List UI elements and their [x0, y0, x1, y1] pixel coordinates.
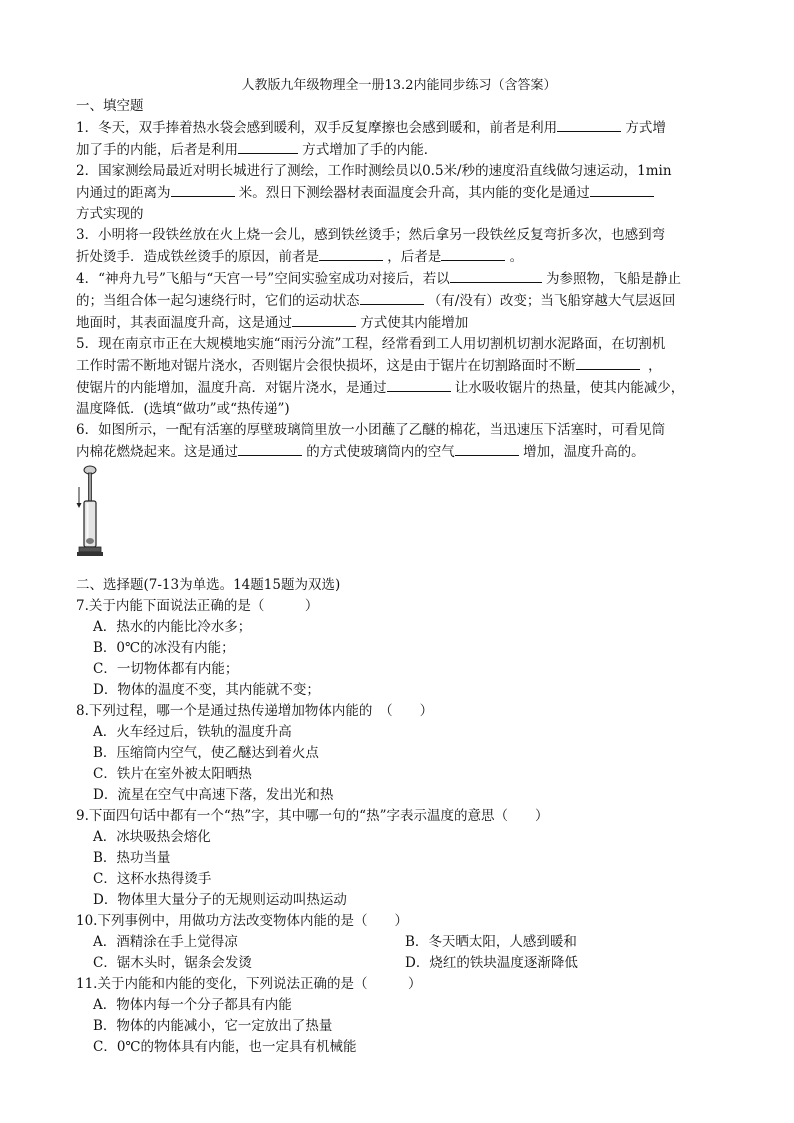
answer-blank[interactable] — [292, 312, 356, 327]
option-b[interactable]: B．冬天晒太阳，人感到暖和 — [405, 934, 577, 950]
question-4: 4．“神舟九号”飞船与“天宫一号”空间实验室成功对接后，若以 为参照物，飞船是静止 的；当组合体一起匀速绕行时，它们的运动状态 （有/没有）改变；当飞船穿越大气层返回 地面时，其表面温度升高，这是通过 方式使其内能增加 — [76, 268, 722, 334]
option-d[interactable]: D．物体的温度不变，其内能就不变； — [93, 682, 320, 698]
option-c[interactable]: C．铁片在室外被太阳晒热 — [93, 766, 252, 782]
figure-glass-tube — [76, 465, 722, 561]
answer-blank[interactable] — [319, 246, 383, 261]
answer-blank[interactable] — [360, 290, 424, 305]
answer-blank[interactable] — [455, 441, 519, 456]
answer-blank[interactable] — [387, 377, 451, 392]
option-d[interactable]: D．烧红的铁块温度逐渐降低 — [405, 955, 578, 971]
question-5: 5．现在南京市正在大规模地实施“雨污分流”工程，经常看到工人用切割机切割水泥路面，在切割机 工作时需不断地对锯片浇水，否则锯片会很快损坏，这是由于锯片在切割路面时不断 ， 使锯片的内能增加，温度升高．对锯片浇水，是通过 让水吸收锯片的热量，使其内能减少， 温度降低．(选填“做功”或“热传递”) — [76, 336, 685, 417]
document-page — [76, 76, 722, 1058]
option-d[interactable]: D．流星在空气中高速下落，发出光和热 — [93, 787, 334, 803]
options-row — [76, 953, 722, 974]
section-choice: 二、选择题(7-13为单选。14题15题为双选) — [76, 577, 341, 593]
question-1: 1．冬天，双手捧着热水袋会感到暖利，双手反复摩擦也会感到暖和，前者是利用 方式增 加了手的内能，后者是利用 方式增加了手的内能． — [76, 117, 722, 161]
answer-blank[interactable] — [171, 182, 235, 197]
question-6: 6．如图所示，一配有活塞的厚壁玻璃筒里放一小团蘸了乙醚的棉花，当迅速压下活塞时，可看见筒 内棉花燃烧起来。这是通过 的方式使玻璃筒内的空气 增加，温度升高的。 — [76, 422, 666, 460]
options-row — [76, 932, 722, 953]
answer-blank[interactable] — [576, 355, 640, 370]
option-c[interactable]: C．锯木头时，锯条会发烫 — [93, 955, 252, 971]
question-9: 9.下面四句话中都有一个“热”字，其中哪一句的“热”字表示温度的意思（ ） — [76, 808, 549, 824]
option-a[interactable]: A．酒精涂在手上觉得凉 — [93, 934, 238, 950]
option-a[interactable]: A．物体内每一个分子都具有内能 — [93, 997, 292, 1013]
answer-blank[interactable] — [238, 139, 298, 154]
option-b[interactable]: B．压缩筒内空气，使乙醚达到着火点 — [93, 745, 319, 761]
option-c[interactable]: C．一切物体都有内能； — [93, 661, 239, 677]
answer-blank[interactable] — [450, 268, 542, 283]
question-8: 8.下列过程，哪一个是通过热传递增加物体内能的 （ ） — [76, 703, 434, 719]
page-title: 人教版九年级物理全一册13.2内能同步练习（含答案） — [241, 78, 557, 93]
answer-blank[interactable] — [557, 117, 621, 132]
question-10: 10.下列事例中，用做功方法改变物体内能的是（ ） — [76, 913, 408, 929]
option-d[interactable]: D．物体里大量分子的无规则运动叫热运动 — [93, 892, 347, 908]
option-b[interactable]: B．0℃的冰没有内能； — [93, 640, 235, 656]
option-a[interactable]: A．火车经过后，铁轨的温度升高 — [93, 724, 292, 740]
question-3: 3．小明将一段铁丝放在火上烧一会儿，感到铁丝烫手；然后拿另一段铁丝反复弯折多次，也感到弯 折处烫手．造成铁丝烫手的原因，前者是 ，后者是 。 — [76, 227, 666, 265]
option-b[interactable]: B．热功当量 — [93, 850, 171, 866]
option-c[interactable]: C．0℃的物体具有内能，也一定具有机械能 — [93, 1039, 357, 1055]
option-a[interactable]: A．冰块吸热会熔化 — [93, 829, 211, 845]
answer-blank[interactable] — [590, 182, 654, 197]
section-fill-in: 一、填空题 — [76, 98, 144, 114]
option-b[interactable]: B．物体的内能减小，它一定放出了热量 — [93, 1018, 333, 1034]
answer-blank[interactable] — [238, 441, 302, 456]
option-c[interactable]: C．这杯水热得烫手 — [93, 871, 212, 887]
option-a[interactable]: A．热水的内能比冷水多； — [93, 619, 252, 635]
question-11: 11.关于内能和内能的变化，下列说法正确的是（ ） — [76, 976, 422, 992]
question-7: 7.关于内能下面说法正确的是（ ） — [76, 598, 319, 614]
answer-blank[interactable] — [441, 246, 505, 261]
piston-tube-icon — [76, 465, 116, 561]
question-2: 2．国家测绘局最近对明长城进行了测绘，工作时测绘员以0.5米/秒的速度沿直线做匀速运动，1min 内通过的距离为 米。烈日下测绘器材表面温度会升高，其内能的变化是通过 方式实现的 — [76, 163, 672, 222]
